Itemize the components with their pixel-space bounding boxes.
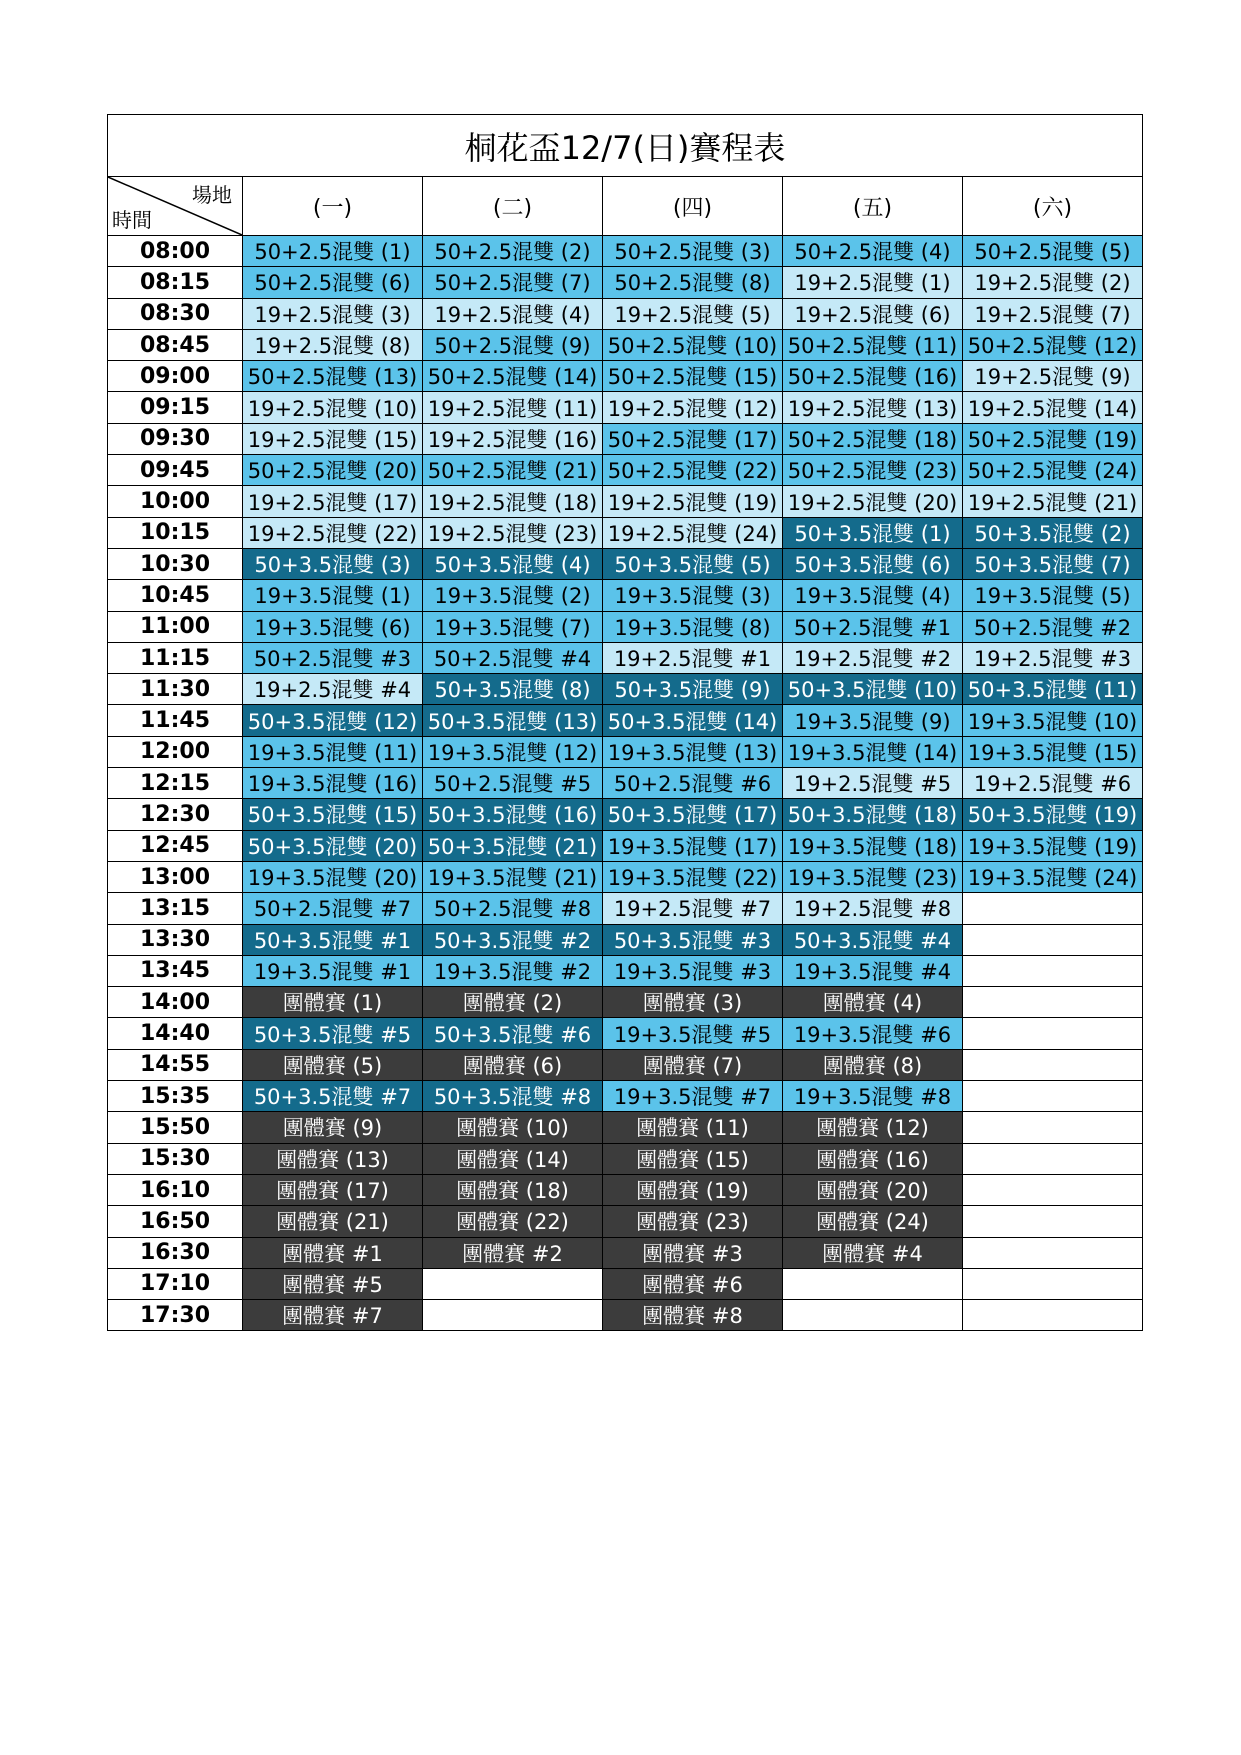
- match-cell: 50+2.5混雙 (23): [783, 455, 963, 486]
- venue-label: 場地: [192, 183, 232, 207]
- match-cell: 團體賽 (3): [603, 987, 783, 1018]
- match-cell: 團體賽 (14): [423, 1143, 603, 1174]
- schedule-row: [108, 830, 1143, 861]
- match-cell: 團體賽 (18): [423, 1174, 603, 1205]
- match-cell: 50+2.5混雙 #6: [603, 768, 783, 799]
- empty-cell: [963, 893, 1143, 924]
- empty-cell: [963, 1174, 1143, 1205]
- empty-cell: [783, 1300, 963, 1331]
- match-cell: 團體賽 #3: [603, 1237, 783, 1268]
- time-cell: 15:30: [108, 1143, 243, 1174]
- match-cell: 19+2.5混雙 (13): [783, 392, 963, 423]
- match-cell: 團體賽 (2): [423, 987, 603, 1018]
- schedule-row: [108, 1174, 1143, 1205]
- time-cell: 12:30: [108, 799, 243, 830]
- match-cell: 19+2.5混雙 (12): [603, 392, 783, 423]
- match-cell: 50+3.5混雙 (1): [783, 517, 963, 548]
- match-cell: 團體賽 (21): [243, 1206, 423, 1237]
- schedule-row: [108, 861, 1143, 892]
- match-cell: 團體賽 (6): [423, 1049, 603, 1080]
- match-cell: 團體賽 (11): [603, 1112, 783, 1143]
- match-cell: 50+2.5混雙 #1: [783, 611, 963, 642]
- title-row: [108, 115, 1143, 177]
- match-cell: 19+2.5混雙 (22): [243, 517, 423, 548]
- match-cell: 19+2.5混雙 (15): [243, 423, 423, 454]
- match-cell: 19+3.5混雙 #4: [783, 955, 963, 986]
- match-cell: 50+2.5混雙 #8: [423, 893, 603, 924]
- schedule-row: [108, 893, 1143, 924]
- match-cell: 50+3.5混雙 (8): [423, 674, 603, 705]
- time-cell: 17:30: [108, 1300, 243, 1331]
- court-header: (二): [423, 177, 603, 236]
- schedule-row: [108, 1112, 1143, 1143]
- schedule-row: [108, 361, 1143, 392]
- time-cell: 10:45: [108, 580, 243, 611]
- match-cell: 50+3.5混雙 (3): [243, 548, 423, 579]
- time-cell: 08:30: [108, 298, 243, 329]
- match-cell: 19+2.5混雙 (7): [963, 298, 1143, 329]
- schedule-row: [108, 736, 1143, 767]
- schedule-row: [108, 1300, 1143, 1331]
- empty-cell: [423, 1300, 603, 1331]
- empty-cell: [963, 987, 1143, 1018]
- match-cell: 團體賽 (1): [243, 987, 423, 1018]
- match-cell: 19+3.5混雙 (17): [603, 830, 783, 861]
- match-cell: 19+3.5混雙 (6): [243, 611, 423, 642]
- match-cell: 團體賽 (12): [783, 1112, 963, 1143]
- match-cell: 19+3.5混雙 (5): [963, 580, 1143, 611]
- court-header: (一): [243, 177, 423, 236]
- match-cell: 19+2.5混雙 #5: [783, 768, 963, 799]
- match-cell: 19+2.5混雙 (3): [243, 298, 423, 329]
- match-cell: 19+3.5混雙 (11): [243, 736, 423, 767]
- time-cell: 14:00: [108, 987, 243, 1018]
- match-cell: 19+2.5混雙 (2): [963, 267, 1143, 298]
- schedule-row: [108, 236, 1143, 267]
- schedule-row: [108, 768, 1143, 799]
- empty-cell: [963, 1206, 1143, 1237]
- time-cell: 11:15: [108, 642, 243, 673]
- time-cell: 10:30: [108, 548, 243, 579]
- time-cell: 08:00: [108, 236, 243, 267]
- court-header: (六): [963, 177, 1143, 236]
- match-cell: 團體賽 (16): [783, 1143, 963, 1174]
- schedule-row: [108, 1049, 1143, 1080]
- match-cell: 50+2.5混雙 (12): [963, 329, 1143, 360]
- match-cell: 19+2.5混雙 (23): [423, 517, 603, 548]
- match-cell: 50+3.5混雙 (17): [603, 799, 783, 830]
- time-cell: 09:15: [108, 392, 243, 423]
- match-cell: 50+3.5混雙 (4): [423, 548, 603, 579]
- time-label: 時間: [112, 208, 152, 232]
- match-cell: 50+3.5混雙 #7: [243, 1081, 423, 1112]
- match-cell: 團體賽 #7: [243, 1300, 423, 1331]
- match-cell: 50+3.5混雙 (15): [243, 799, 423, 830]
- time-cell: 16:10: [108, 1174, 243, 1205]
- match-cell: 19+2.5混雙 (1): [783, 267, 963, 298]
- match-cell: 50+3.5混雙 (12): [243, 705, 423, 736]
- schedule-row: [108, 423, 1143, 454]
- time-cell: 16:50: [108, 1206, 243, 1237]
- match-cell: 19+2.5混雙 (16): [423, 423, 603, 454]
- match-cell: 19+2.5混雙 (17): [243, 486, 423, 517]
- match-cell: 19+2.5混雙 (4): [423, 298, 603, 329]
- empty-cell: [963, 924, 1143, 955]
- match-cell: 19+3.5混雙 (21): [423, 861, 603, 892]
- empty-cell: [963, 1081, 1143, 1112]
- schedule-row: [108, 298, 1143, 329]
- match-cell: 19+3.5混雙 (16): [243, 768, 423, 799]
- time-cell: 14:40: [108, 1018, 243, 1049]
- empty-cell: [963, 955, 1143, 986]
- match-cell: 團體賽 #4: [783, 1237, 963, 1268]
- schedule-row: [108, 329, 1143, 360]
- header-row: [108, 177, 1143, 236]
- court-header: (五): [783, 177, 963, 236]
- match-cell: 19+2.5混雙 #4: [243, 674, 423, 705]
- match-cell: 團體賽 (23): [603, 1206, 783, 1237]
- match-cell: 19+3.5混雙 (9): [783, 705, 963, 736]
- match-cell: 50+3.5混雙 #6: [423, 1018, 603, 1049]
- empty-cell: [963, 1268, 1143, 1299]
- empty-cell: [783, 1268, 963, 1299]
- schedule-row: [108, 705, 1143, 736]
- empty-cell: [963, 1300, 1143, 1331]
- match-cell: 50+2.5混雙 (17): [603, 423, 783, 454]
- match-cell: 19+3.5混雙 (20): [243, 861, 423, 892]
- match-cell: 19+2.5混雙 (9): [963, 361, 1143, 392]
- match-cell: 50+3.5混雙 #1: [243, 924, 423, 955]
- match-cell: 50+3.5混雙 (14): [603, 705, 783, 736]
- match-cell: 50+2.5混雙 (14): [423, 361, 603, 392]
- match-cell: 團體賽 (22): [423, 1206, 603, 1237]
- schedule-row: [108, 580, 1143, 611]
- match-cell: 50+3.5混雙 (11): [963, 674, 1143, 705]
- time-cell: 13:00: [108, 861, 243, 892]
- time-cell: 12:45: [108, 830, 243, 861]
- match-cell: 50+2.5混雙 (9): [423, 329, 603, 360]
- match-cell: 50+3.5混雙 (13): [423, 705, 603, 736]
- match-cell: 19+3.5混雙 #8: [783, 1081, 963, 1112]
- match-cell: 團體賽 (7): [603, 1049, 783, 1080]
- time-cell: 08:15: [108, 267, 243, 298]
- match-cell: 19+3.5混雙 (12): [423, 736, 603, 767]
- match-cell: 50+3.5混雙 (19): [963, 799, 1143, 830]
- match-cell: 團體賽 #6: [603, 1268, 783, 1299]
- match-cell: 團體賽 (19): [603, 1174, 783, 1205]
- empty-cell: [963, 1112, 1143, 1143]
- schedule-row: [108, 1206, 1143, 1237]
- match-cell: 50+2.5混雙 #4: [423, 642, 603, 673]
- match-cell: 19+3.5混雙 (18): [783, 830, 963, 861]
- match-cell: 19+3.5混雙 #3: [603, 955, 783, 986]
- match-cell: 19+3.5混雙 #2: [423, 955, 603, 986]
- match-cell: 50+3.5混雙 (9): [603, 674, 783, 705]
- schedule-row: [108, 1237, 1143, 1268]
- time-cell: 09:45: [108, 455, 243, 486]
- time-cell: 09:00: [108, 361, 243, 392]
- time-cell: 12:15: [108, 768, 243, 799]
- match-cell: 50+2.5混雙 (7): [423, 267, 603, 298]
- match-cell: 19+3.5混雙 (2): [423, 580, 603, 611]
- match-cell: 團體賽 (20): [783, 1174, 963, 1205]
- match-cell: 19+2.5混雙 #8: [783, 893, 963, 924]
- match-cell: 團體賽 #2: [423, 1237, 603, 1268]
- time-cell: 10:15: [108, 517, 243, 548]
- match-cell: 50+2.5混雙 (8): [603, 267, 783, 298]
- match-cell: 50+3.5混雙 #3: [603, 924, 783, 955]
- match-cell: 19+2.5混雙 #1: [603, 642, 783, 673]
- match-cell: 19+3.5混雙 #1: [243, 955, 423, 986]
- match-cell: 19+3.5混雙 (1): [243, 580, 423, 611]
- match-cell: 50+2.5混雙 #7: [243, 893, 423, 924]
- schedule-row: [108, 455, 1143, 486]
- schedule-row: [108, 548, 1143, 579]
- match-cell: 50+3.5混雙 (18): [783, 799, 963, 830]
- schedule-row: [108, 642, 1143, 673]
- schedule-row: [108, 267, 1143, 298]
- match-cell: 50+2.5混雙 (11): [783, 329, 963, 360]
- match-cell: 19+3.5混雙 (22): [603, 861, 783, 892]
- match-cell: 50+2.5混雙 (2): [423, 236, 603, 267]
- match-cell: 團體賽 #8: [603, 1300, 783, 1331]
- schedule-table: [107, 114, 1143, 1331]
- match-cell: 19+2.5混雙 (10): [243, 392, 423, 423]
- match-cell: 19+2.5混雙 (19): [603, 486, 783, 517]
- time-cell: 10:00: [108, 486, 243, 517]
- match-cell: 19+3.5混雙 (13): [603, 736, 783, 767]
- empty-cell: [963, 1143, 1143, 1174]
- match-cell: 團體賽 #1: [243, 1237, 423, 1268]
- match-cell: 19+3.5混雙 (8): [603, 611, 783, 642]
- empty-cell: [963, 1049, 1143, 1080]
- time-cell: 09:30: [108, 423, 243, 454]
- match-cell: 19+3.5混雙 (3): [603, 580, 783, 611]
- match-cell: 50+3.5混雙 (21): [423, 830, 603, 861]
- match-cell: 團體賽 (8): [783, 1049, 963, 1080]
- match-cell: 團體賽 (5): [243, 1049, 423, 1080]
- match-cell: 50+3.5混雙 #2: [423, 924, 603, 955]
- time-cell: 14:55: [108, 1049, 243, 1080]
- schedule-row: [108, 799, 1143, 830]
- match-cell: 19+2.5混雙 (14): [963, 392, 1143, 423]
- schedule-row: [108, 924, 1143, 955]
- match-cell: 50+3.5混雙 #4: [783, 924, 963, 955]
- match-cell: 50+2.5混雙 #3: [243, 642, 423, 673]
- schedule-row: [108, 674, 1143, 705]
- match-cell: 團體賽 #5: [243, 1268, 423, 1299]
- match-cell: 團體賽 (17): [243, 1174, 423, 1205]
- match-cell: 50+2.5混雙 (5): [963, 236, 1143, 267]
- match-cell: 19+3.5混雙 #6: [783, 1018, 963, 1049]
- match-cell: 19+3.5混雙 (14): [783, 736, 963, 767]
- time-cell: 13:30: [108, 924, 243, 955]
- match-cell: 50+3.5混雙 (6): [783, 548, 963, 579]
- court-header: (四): [603, 177, 783, 236]
- match-cell: 19+3.5混雙 (24): [963, 861, 1143, 892]
- schedule-row: [108, 1143, 1143, 1174]
- match-cell: 50+2.5混雙 (1): [243, 236, 423, 267]
- empty-cell: [423, 1268, 603, 1299]
- schedule-row: [108, 392, 1143, 423]
- match-cell: 50+3.5混雙 #5: [243, 1018, 423, 1049]
- time-cell: 17:10: [108, 1268, 243, 1299]
- time-cell: 15:50: [108, 1112, 243, 1143]
- match-cell: 19+2.5混雙 #7: [603, 893, 783, 924]
- match-cell: 19+3.5混雙 (4): [783, 580, 963, 611]
- match-cell: 50+2.5混雙 #5: [423, 768, 603, 799]
- match-cell: 19+2.5混雙 (11): [423, 392, 603, 423]
- match-cell: 50+3.5混雙 (5): [603, 548, 783, 579]
- schedule-row: [108, 1268, 1143, 1299]
- match-cell: 19+3.5混雙 (7): [423, 611, 603, 642]
- match-cell: 19+2.5混雙 (24): [603, 517, 783, 548]
- time-cell: 13:15: [108, 893, 243, 924]
- match-cell: 50+2.5混雙 #2: [963, 611, 1143, 642]
- empty-cell: [963, 1018, 1143, 1049]
- match-cell: 50+2.5混雙 (18): [783, 423, 963, 454]
- match-cell: 50+2.5混雙 (22): [603, 455, 783, 486]
- match-cell: 19+3.5混雙 #7: [603, 1081, 783, 1112]
- match-cell: 19+3.5混雙 #5: [603, 1018, 783, 1049]
- match-cell: 50+3.5混雙 (20): [243, 830, 423, 861]
- time-cell: 11:30: [108, 674, 243, 705]
- match-cell: 19+2.5混雙 #3: [963, 642, 1143, 673]
- empty-cell: [963, 1237, 1143, 1268]
- schedule-row: [108, 486, 1143, 517]
- match-cell: 50+2.5混雙 (19): [963, 423, 1143, 454]
- match-cell: 50+2.5混雙 (13): [243, 361, 423, 392]
- match-cell: 50+3.5混雙 (16): [423, 799, 603, 830]
- time-cell: 08:45: [108, 329, 243, 360]
- match-cell: 50+2.5混雙 (15): [603, 361, 783, 392]
- match-cell: 19+2.5混雙 (18): [423, 486, 603, 517]
- match-cell: 50+2.5混雙 (4): [783, 236, 963, 267]
- time-cell: 11:00: [108, 611, 243, 642]
- match-cell: 19+3.5混雙 (19): [963, 830, 1143, 861]
- time-cell: 13:45: [108, 955, 243, 986]
- match-cell: 50+3.5混雙 (2): [963, 517, 1143, 548]
- match-cell: 團體賽 (13): [243, 1143, 423, 1174]
- match-cell: 19+3.5混雙 (23): [783, 861, 963, 892]
- match-cell: 團體賽 (24): [783, 1206, 963, 1237]
- page-title: 桐花盃12/7(日)賽程表: [108, 115, 1143, 177]
- match-cell: 50+3.5混雙 (10): [783, 674, 963, 705]
- match-cell: 19+3.5混雙 (10): [963, 705, 1143, 736]
- match-cell: 團體賽 (10): [423, 1112, 603, 1143]
- match-cell: 50+3.5混雙 (7): [963, 548, 1143, 579]
- schedule-row: [108, 955, 1143, 986]
- match-cell: 50+2.5混雙 (20): [243, 455, 423, 486]
- time-cell: 15:35: [108, 1081, 243, 1112]
- match-cell: 50+2.5混雙 (3): [603, 236, 783, 267]
- time-cell: 11:45: [108, 705, 243, 736]
- schedule-row: [108, 987, 1143, 1018]
- match-cell: 50+2.5混雙 (21): [423, 455, 603, 486]
- schedule-row: [108, 517, 1143, 548]
- match-cell: 19+2.5混雙 #6: [963, 768, 1143, 799]
- match-cell: 19+2.5混雙 (8): [243, 329, 423, 360]
- match-cell: 19+2.5混雙 (6): [783, 298, 963, 329]
- match-cell: 團體賽 (4): [783, 987, 963, 1018]
- match-cell: 19+3.5混雙 (15): [963, 736, 1143, 767]
- time-cell: 16:30: [108, 1237, 243, 1268]
- match-cell: 50+2.5混雙 (16): [783, 361, 963, 392]
- corner-header: [108, 177, 243, 236]
- schedule-row: [108, 1081, 1143, 1112]
- match-cell: 團體賽 (9): [243, 1112, 423, 1143]
- match-cell: 19+2.5混雙 #2: [783, 642, 963, 673]
- match-cell: 50+3.5混雙 #8: [423, 1081, 603, 1112]
- schedule-row: [108, 1018, 1143, 1049]
- match-cell: 50+2.5混雙 (6): [243, 267, 423, 298]
- schedule-row: [108, 611, 1143, 642]
- match-cell: 50+2.5混雙 (10): [603, 329, 783, 360]
- match-cell: 50+2.5混雙 (24): [963, 455, 1143, 486]
- match-cell: 19+2.5混雙 (5): [603, 298, 783, 329]
- match-cell: 團體賽 (15): [603, 1143, 783, 1174]
- time-cell: 12:00: [108, 736, 243, 767]
- match-cell: 19+2.5混雙 (21): [963, 486, 1143, 517]
- match-cell: 19+2.5混雙 (20): [783, 486, 963, 517]
